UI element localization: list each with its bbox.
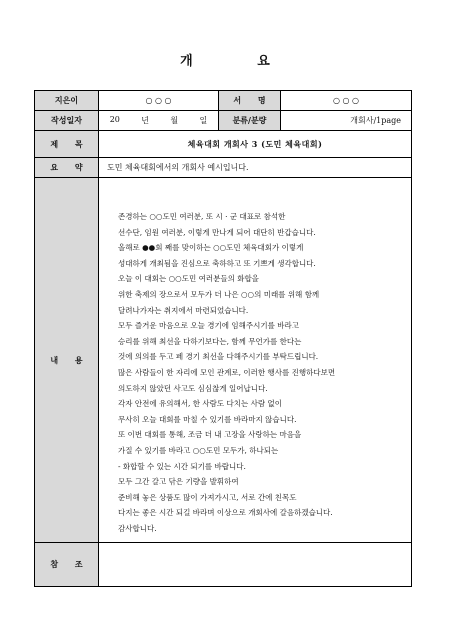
content-line: 선수단, 임원 여러분, 이렇게 만나게 되어 대단히 반갑습니다. bbox=[118, 227, 316, 237]
content-label bbox=[35, 178, 99, 543]
date-value bbox=[99, 111, 219, 131]
content-line: 가질 수 있기를 바라고 ○○도민 모두가, 하나되는 bbox=[118, 445, 279, 455]
reference-row bbox=[35, 543, 412, 587]
content-line: 다지는 좋은 시간 되길 바라며 이상으로 개회사에 갈음하겠습니다. bbox=[118, 508, 333, 518]
date-month-unit: 월 bbox=[170, 116, 179, 125]
content-line: 모두 즐거운 마음으로 오늘 경기에 임해주시기를 바라고 bbox=[118, 321, 299, 331]
content-line: 오늘 이 대회는 ○○도민 여러분들의 화합을 bbox=[118, 274, 259, 284]
content-line: 많은 사람들이 한 자리에 모인 관계로, 이러한 행사를 진행하다보면 bbox=[118, 367, 336, 377]
date-year-unit: 년 bbox=[141, 116, 149, 125]
content-line: - 화합할 수 있는 시간 되기를 바랍니다. bbox=[118, 461, 246, 471]
date-day-unit: 일 bbox=[199, 116, 208, 125]
content-row bbox=[35, 178, 412, 543]
content-line: 각자 안전에 유의해서, 한 사람도 다치는 사람 없이 bbox=[118, 399, 282, 409]
summary-row bbox=[35, 158, 412, 178]
reference-label bbox=[35, 543, 99, 587]
content-line: 존경하는 ○○도민 여러분, 또 시 · 군 대표로 참석한 bbox=[118, 212, 286, 221]
content-line: 위한 축제의 장으로서 모두가 더 나은 ○○의 미래를 위해 함께 bbox=[118, 289, 320, 299]
page-title: 개 요 bbox=[180, 54, 300, 69]
subject-row bbox=[35, 131, 412, 158]
author-row bbox=[35, 91, 412, 111]
date-parts bbox=[99, 115, 218, 126]
reference-value bbox=[99, 543, 412, 587]
category-value: 개회사/1page bbox=[281, 111, 412, 131]
subject-value: 체육대회 개회사 3 (도민 체육대회) bbox=[99, 131, 412, 158]
content-line: 달려나가자는 취지에서 마련되었습니다. bbox=[118, 305, 249, 315]
content-line: 모두 그간 갈고 닦은 기량을 발휘하여 bbox=[118, 477, 239, 487]
content-line: 감사합니다. bbox=[118, 523, 157, 533]
subject-label bbox=[35, 131, 99, 158]
summary-label-text: 요 약 bbox=[50, 162, 83, 172]
document-form-table bbox=[34, 90, 412, 587]
content-line: 의도하지 않았던 사고도 심심찮게 일어납니다. bbox=[118, 383, 268, 393]
reference-label-text: 참 조 bbox=[50, 559, 83, 569]
subject-label-text: 제 목 bbox=[50, 138, 83, 149]
summary-value: 도민 체육대회에서의 개회사 예시입니다. bbox=[99, 158, 412, 178]
author-value: ○ ○ ○ bbox=[99, 91, 219, 111]
signature-label-text: 서 명 bbox=[233, 95, 266, 105]
date-row bbox=[35, 111, 412, 131]
content-line: 것에 의의를 두고 페 경기 최선을 다해주시기를 부탁드립니다. bbox=[118, 352, 319, 362]
content-line: 올해로 ●●회 째를 맞이하는 ○○도민 체육대회가 이렇게 bbox=[118, 243, 304, 253]
date-year: 20 bbox=[109, 115, 120, 124]
content-label-text: 내 용 bbox=[50, 354, 83, 365]
content-body bbox=[99, 178, 412, 543]
date-label: 작성일자 bbox=[35, 111, 99, 131]
summary-label bbox=[35, 158, 99, 178]
author-label: 지은이 bbox=[35, 91, 99, 111]
signature-value: ○ ○ ○ bbox=[281, 91, 412, 111]
content-line: 승리를 위해 최선을 다하기보다는, 함께 무언가를 한다는 bbox=[118, 336, 302, 346]
content-line: 또 이번 대회를 통해, 조금 더 내 고장을 사랑하는 마음을 bbox=[118, 430, 302, 440]
content-line: 성대하게 개최됨을 진심으로 축하하고 또 기쁘게 생각합니다. bbox=[118, 258, 316, 268]
category-label: 분류/분량 bbox=[219, 111, 281, 131]
content-line: 무사히 오늘 대회를 마칠 수 있기를 바라마지 않습니다. bbox=[118, 414, 297, 424]
content-lines bbox=[118, 209, 411, 536]
content-line: 준비해 놓은 상품도 많이 가져가시고, 서로 간에 친목도 bbox=[118, 492, 297, 502]
signature-label bbox=[219, 91, 281, 111]
